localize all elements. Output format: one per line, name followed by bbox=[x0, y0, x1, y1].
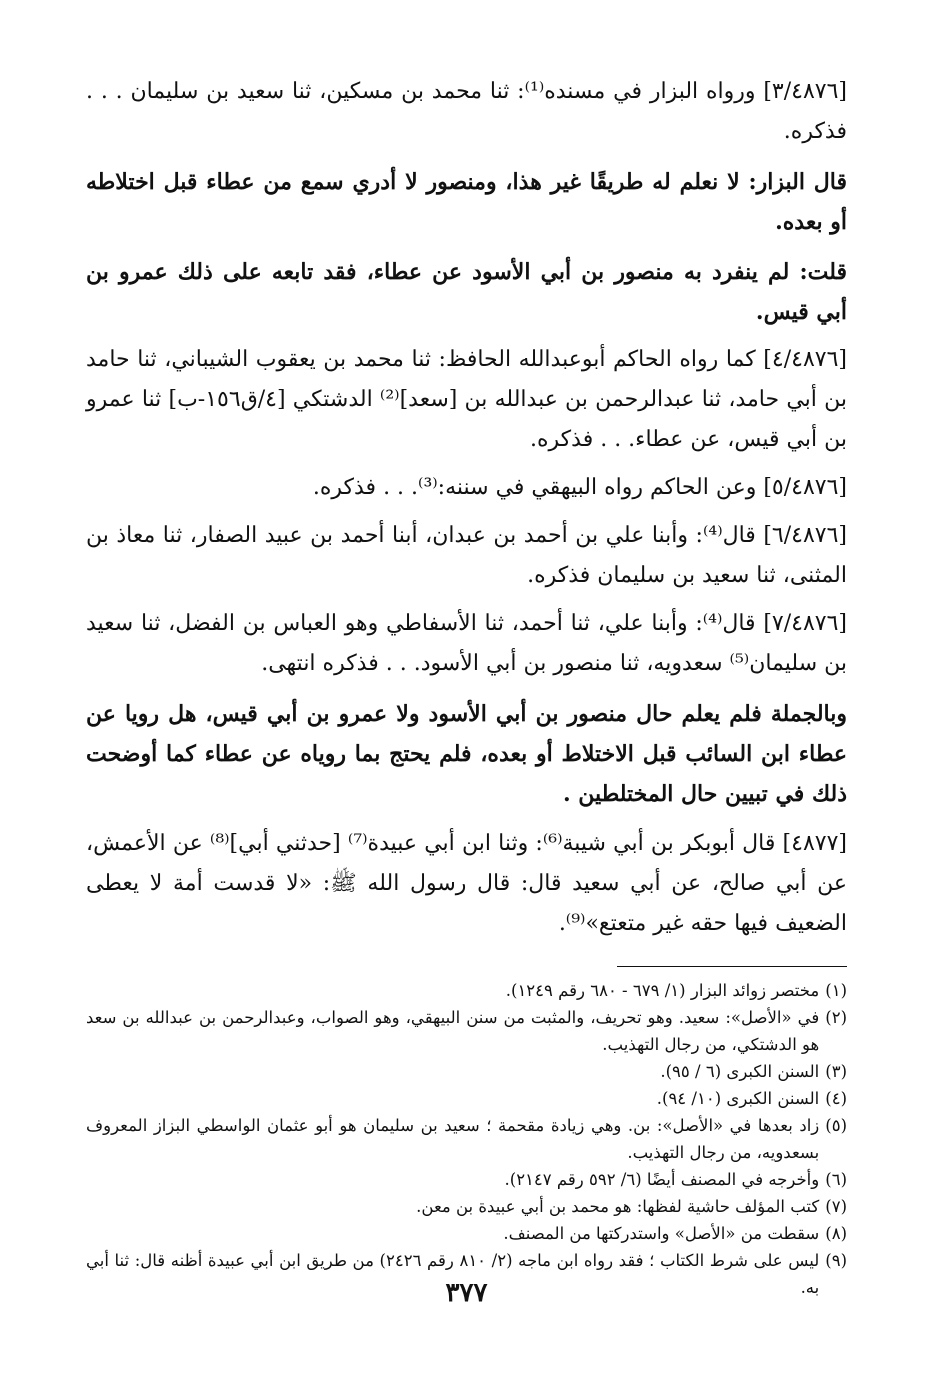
footnote-number: (٤) bbox=[825, 1089, 847, 1108]
paragraph-4876-4: [٤/٤٨٧٦] كما رواه الحاكم أبوعبدالله الحافظ: ثنا محمد بن يعقوب الشيباني، ثنا حامد بن أبي حامد، ثنا عبدالرحمن بن عبدالله بن [سعد]⁽²⁾ الدشتكي [٤/ق١٥٦-ب] ثنا عمرو بن أبي قيس، عن عطاء. . . فذكره. bbox=[86, 347, 847, 452]
footnote-text: ليس على شرط الكتاب ؛ فقد رواه ابن ماجه (٢/ ٨١٠ رقم ٢٤٢٦) من طريق ابن أبي عبيدة أظنه قال: ثنا أبي به. bbox=[86, 1251, 820, 1297]
footnote-text: وأخرجه في المصنف أيضًا (٦/ ٥٩٢ رقم ٢١٤٧). bbox=[504, 1170, 820, 1189]
footnote bbox=[86, 1166, 847, 1193]
page-number: ٣٧٧ bbox=[445, 1278, 488, 1308]
footnote bbox=[86, 1058, 847, 1085]
footnote-number: (٦) bbox=[825, 1170, 847, 1189]
footnote-text: السنن الكبرى (١٠/ ٩٤). bbox=[656, 1089, 820, 1108]
footnote-number: (٧) bbox=[825, 1197, 847, 1216]
paragraph-4876-7: [٧/٤٨٧٦] قال⁽⁴⁾: وأبنا علي، ثنا أحمد، ثنا الأسفاطي وهو العباس بن الفضل، ثنا سعيد بن سليمان⁽⁵⁾ سعدويه، ثنا منصور بن أبي الأسود. . . فذكره انتهى. bbox=[86, 611, 847, 676]
footnote-separator bbox=[617, 966, 847, 967]
footnote bbox=[86, 1193, 847, 1220]
footnote-text: سقطت من «الأصل» واستدركتها من المصنف. bbox=[503, 1224, 820, 1243]
footnote bbox=[86, 1220, 847, 1247]
footnote-number: (٣) bbox=[825, 1062, 847, 1081]
main-text bbox=[86, 72, 847, 944]
paragraph-author-note: قلت: لم ينفرد به منصور بن أبي الأسود عن عطاء، فقد تابعه على ذلك عمرو بن أبي قيس. bbox=[86, 259, 847, 325]
footnote bbox=[86, 1085, 847, 1112]
footnote bbox=[86, 977, 847, 1004]
footnote-number: (٢) bbox=[825, 1008, 847, 1027]
footnote-text: كتب المؤلف حاشية لفظها: هو محمد بن أبي عبيدة بن معن. bbox=[416, 1197, 820, 1216]
paragraph-summary: وبالجملة فلم يعلم حال منصور بن أبي الأسود ولا عمرو بن أبي قيس، هل رويا عن عطاء ابن السائب قبل الاختلاط أو بعده، فلم يحتج بما روياه عن عطاء كما أوضحت ذلك في تبيين حال المختلطين . bbox=[86, 701, 847, 807]
footnote-number: (٩) bbox=[825, 1251, 847, 1270]
footnote-text: زاد بعدها في «الأصل»: بن. وهي زيادة مقحمة ؛ سعيد بن سليمان هو أبو عثمان الواسطي البزاز المعروف بسعدويه، من رجال التهذيب. bbox=[86, 1116, 820, 1162]
paragraph-4876-5: [٥/٤٨٧٦] وعن الحاكم رواه البيهقي في سننه:⁽³⁾. . . فذكره. bbox=[312, 475, 847, 500]
footnote-number: (٥) bbox=[825, 1116, 847, 1135]
footnote bbox=[86, 1112, 847, 1166]
paragraph-4877: [٤٨٧٧] قال أبوبكر بن أبي شيبة⁽⁶⁾: وثنا ابن أبي عبيدة⁽⁷⁾ [حدثني أبي]⁽⁸⁾ عن الأعمش، عن أبي صالح، عن أبي سعيد قال: قال رسول الله ﷺ: «لا قدست أمة لا يعطى الضعيف فيها حقه غير متعتع»⁽⁹⁾. bbox=[86, 831, 847, 936]
paragraph-4876-3: [٣/٤٨٧٦] ورواه البزار في مسنده⁽¹⁾: ثنا محمد بن مسكين، ثنا سعيد بن سليمان . . . فذكره. bbox=[86, 79, 847, 144]
footnote-text: مختصر زوائد البزار (١/ ٦٧٩ - ٦٨٠ رقم ١٢٤٩). bbox=[505, 981, 820, 1000]
footnote-text: السنن الكبرى (٦ / ٩٥). bbox=[660, 1062, 820, 1081]
footnote-number: (٨) bbox=[825, 1224, 847, 1243]
footnotes bbox=[86, 977, 847, 1301]
footnote bbox=[86, 1004, 847, 1058]
paragraph-bazzar-comment: قال البزار: لا نعلم له طريقًا غير هذا، ومنصور لا أدري سمع من عطاء قبل اختلاطه أو بعده. bbox=[86, 169, 847, 235]
footnote-text: في «الأصل»: سعيد. وهو تحريف، والمثبت من سنن البيهقي، وهو الصواب، وعبدالرحمن بن عبدالله بن سعد هو الدشتكي، من رجال التهذيب. bbox=[86, 1008, 820, 1054]
paragraph-4876-6: [٦/٤٨٧٦] قال⁽⁴⁾: وأبنا علي بن أحمد بن عبدان، أبنا أحمد بن عبيد الصفار، ثنا معاذ بن المثنى، ثنا سعيد بن سليمان فذكره. bbox=[86, 523, 847, 588]
footnote-number: (١) bbox=[825, 981, 847, 1000]
